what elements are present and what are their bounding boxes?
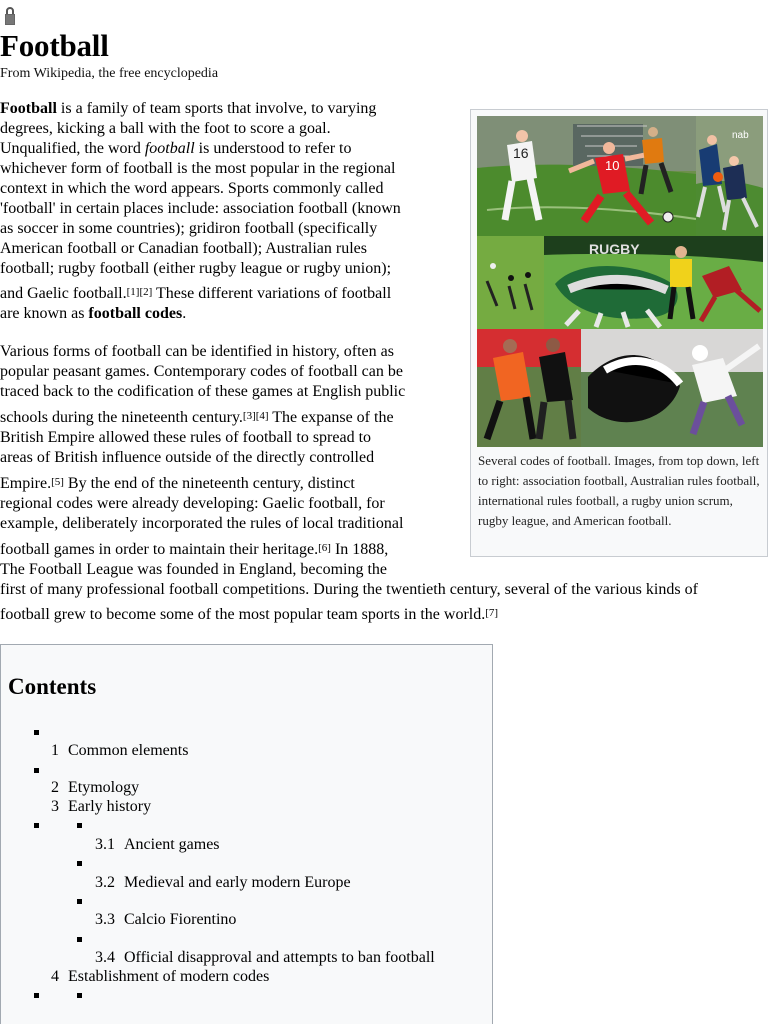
- toc-bullet: [34, 993, 39, 998]
- toc-bullet: [77, 937, 82, 942]
- toc-number: 3.3: [95, 911, 115, 928]
- toc-label: Early history: [68, 798, 152, 815]
- intro-line-9: football; rugby football (either rugby league or rugby union);: [0, 260, 392, 277]
- history-line-10-after: In 1888,: [330, 541, 389, 558]
- toc-bullet: [34, 768, 39, 773]
- history-line-7-after: By the end of the nineteenth century, distinct: [63, 475, 355, 492]
- intro-line-11-after: .: [182, 305, 187, 322]
- intro-line-4: whichever form of football is the most popular in the regional: [0, 160, 396, 177]
- history-line-4-before: schools during the nineteenth century.: [0, 409, 243, 426]
- toc-bullet: [77, 861, 82, 866]
- toc-bullet: [77, 993, 82, 998]
- toc-label: Calcio Fiorentino: [124, 911, 237, 928]
- intro-line-1-text: is a family of team sports that involve, to varying: [56, 100, 377, 117]
- toc-label: Etymology: [68, 779, 140, 796]
- intro-line-2: degrees, kicking a ball with the foot to score a goal.: [0, 120, 331, 137]
- football-term: Football: [0, 100, 57, 117]
- history-line-1: Various forms of football can be identified in history, often as: [0, 343, 394, 360]
- history-line-10-before: football games in order to maintain their heritage.: [0, 541, 319, 558]
- toc-item-ancient-games[interactable]: [95, 835, 220, 855]
- football-codes-photo-collage[interactable]: [477, 116, 763, 447]
- intro-line-1: [0, 99, 376, 120]
- history-line-13-before: football grew to become some of the most popular team sports in the world.: [0, 606, 486, 623]
- toc-number: 3.1: [95, 836, 115, 853]
- citation-7[interactable]: [7]: [485, 607, 499, 619]
- citation-4[interactable]: [4]: [255, 410, 269, 422]
- history-line-2: popular peasant games. Contemporary codes of football can be: [0, 363, 403, 380]
- citation-1[interactable]: [1]: [126, 286, 140, 298]
- toc-item-calcio-fiorentino[interactable]: [95, 910, 236, 930]
- table-of-contents: [0, 644, 493, 1024]
- toc-label: Medieval and early modern Europe: [124, 874, 351, 891]
- toc-item-modern-codes[interactable]: [51, 967, 269, 987]
- history-line-8: regional codes were already developing: Gaelic football, for: [0, 495, 385, 512]
- citation-6[interactable]: [6]: [318, 542, 331, 554]
- history-line-9: example, deliberately incorporated the rules of local traditional: [0, 515, 404, 532]
- toc-number: 3.2: [95, 874, 115, 891]
- intro-line-11-before: are known as: [0, 305, 89, 322]
- lock-icon: [4, 6, 16, 26]
- toc-number: 3.4: [95, 949, 115, 966]
- toc-label: Establishment of modern codes: [68, 968, 270, 985]
- history-line-7: [0, 474, 355, 495]
- intro-line-10-before: and Gaelic football.: [0, 285, 127, 302]
- history-line-3: traced back to the codification of these games at English public: [0, 383, 406, 400]
- photo-label-rugby: RUGBY: [589, 241, 640, 257]
- intro-line-11: [0, 304, 186, 325]
- citation-5[interactable]: [5]: [51, 476, 64, 488]
- intro-line-3-after: is understood to refer to: [194, 140, 352, 157]
- football-codes-term: football codes: [88, 305, 183, 322]
- photo-label-nab: nab: [732, 130, 749, 141]
- toc-label: Common elements: [68, 742, 189, 759]
- toc-item-official-disapproval[interactable]: [95, 948, 435, 968]
- toc-number: 2: [51, 779, 59, 796]
- history-line-6: areas of British influence outside of the directly controlled: [0, 449, 375, 466]
- citation-3[interactable]: [3]: [242, 410, 256, 422]
- page-title: Football: [0, 28, 109, 63]
- intro-line-10-after: These different variations of football: [152, 285, 392, 302]
- toc-number: 1: [51, 742, 59, 759]
- football-word: football: [144, 140, 195, 157]
- toc-bullet: [77, 823, 82, 828]
- toc-bullet: [77, 899, 82, 904]
- toc-item-etymology[interactable]: [51, 778, 139, 798]
- toc-number: 4: [51, 968, 59, 985]
- history-line-7-before: Empire.: [0, 475, 52, 492]
- history-line-12: first of many professional football competitions. During the twentieth century, several of the various kinds of: [0, 581, 698, 598]
- football-codes-figure: [470, 109, 768, 557]
- intro-line-3-before: Unqualified, the word: [0, 140, 145, 157]
- history-line-4: [0, 408, 394, 429]
- toc-label: Ancient games: [124, 836, 220, 853]
- toc-label: Official disapproval and attempts to ban football: [124, 949, 435, 966]
- toc-item-common-elements[interactable]: [51, 741, 188, 761]
- photo-label-16: 16: [513, 145, 529, 161]
- figure-caption: Several codes of football. Images, from top down, left to right: association football, Australian rules football, international rules football, a rugby union scrum, rugby league, and American football.: [478, 453, 760, 528]
- history-line-10: [0, 540, 388, 561]
- history-line-4-after: The expanse of the: [268, 409, 394, 426]
- toc-item-early-history[interactable]: [51, 797, 151, 817]
- intro-line-5: context in which the word appears. Sports commonly called: [0, 180, 384, 197]
- page-subtitle: From Wikipedia, the free encyclopedia: [0, 66, 219, 81]
- intro-line-7: as soccer in some countries); gridiron football (specifically: [0, 220, 378, 237]
- intro-line-10: [0, 284, 391, 305]
- intro-line-3: [0, 139, 352, 160]
- toc-title: Contents: [8, 674, 97, 699]
- toc-bullet: [34, 730, 39, 735]
- intro-line-8: American football or Canadian football); Australian rules: [0, 240, 367, 257]
- toc-number: 3: [51, 798, 59, 815]
- intro-line-6: 'football' in certain places include: association football (known: [0, 200, 401, 217]
- toc-item-medieval-europe[interactable]: [95, 873, 351, 893]
- history-line-5: British Empire allowed these rules of football to spread to: [0, 429, 372, 446]
- toc-bullet: [34, 823, 39, 828]
- history-line-13: [0, 605, 498, 626]
- photo-label-10: 10: [605, 158, 620, 173]
- history-line-11: The Football League was founded in England, becoming the: [0, 561, 388, 578]
- citation-2[interactable]: [2]: [139, 286, 153, 298]
